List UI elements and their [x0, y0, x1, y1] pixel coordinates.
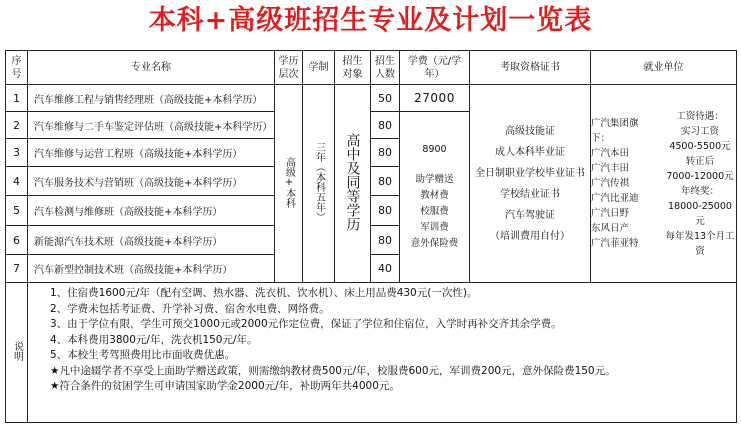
header-enroll: 招生人数 [371, 51, 400, 85]
enroll-count: 40 [371, 255, 400, 283]
note-line: ★凡中途辍学者不享受上面助学赠送政策，则需缴纳教材费500元/年，校服费600元，军训费200元，意外保险费150元。 [50, 364, 616, 377]
employer-cell [591, 85, 737, 283]
major-name: 汽车维修与运营工程班（高级技能+本科学历） [28, 139, 275, 167]
enroll-count: 80 [371, 167, 400, 196]
cert-item: 全日制职业学校毕业证书 [475, 167, 585, 179]
cert-item: 成人本科毕业证 [495, 146, 565, 158]
fee-other: 8900 [422, 144, 447, 155]
enroll-count: 80 [371, 226, 400, 255]
header-degree: 学历层次 [275, 51, 303, 85]
salary-info: 工资待遇： 实习工资 4500-5500元 转正后 7000-12000元 年终奖： 18000-25000元 每年发13个月工资 [665, 110, 735, 257]
note-line: 4、本科费用3800元/年，洗衣机150元/年。 [50, 333, 258, 346]
fee-other-cell: 8900 助学赠送 教材费 校服费 军训费 意外保险费 [400, 112, 470, 283]
cert-item: 学校结业证书 [500, 188, 560, 200]
header-employer: 就业单位 [591, 51, 737, 85]
row-number: 2 [6, 112, 28, 139]
header-seq: 序号 [6, 51, 28, 85]
row-number: 5 [6, 196, 28, 226]
cert-item: 高级技能证 [505, 125, 555, 137]
row-number: 6 [6, 226, 28, 255]
major-name: 新能源汽车技术班（高级技能+本科学历） [28, 226, 275, 255]
row-number: 4 [6, 167, 28, 196]
header-target: 招生对象 [335, 51, 371, 85]
header-fee: 学费（元/学年） [400, 51, 470, 85]
note-line: 2、学费未包括考证费、升学补习费、宿舍水电费、网络费。 [50, 302, 330, 315]
major-name: 汽车检测与维修班（高级技能+本科学历） [28, 196, 275, 226]
fee-first: 27000 [400, 85, 470, 112]
enroll-count: 80 [371, 139, 400, 167]
employer-list: 广汽集团旗下： 广汽本田 广汽丰田 广汽传祺 广汽比亚迪 广汽日野 东风日产 广汽菲亚特 [591, 118, 639, 249]
note-line: 3、由于学位有限，学生可预交1000元或2000元作定位费，保证了学位和住宿位，入学时再补交齐其余学费。 [50, 318, 562, 330]
enrollment-table [5, 50, 737, 423]
enroll-count: 80 [371, 196, 400, 226]
cert-item: 汽车驾驶证 [505, 209, 555, 221]
header-row [6, 51, 737, 85]
duration-cell: 三年（本科五年） [303, 85, 335, 283]
notes-label: 说明 [6, 283, 28, 423]
notes-cell [28, 283, 737, 423]
enroll-count: 50 [371, 85, 400, 112]
major-name: 汽车服务技术与营销班（高级技能+本科学历） [28, 167, 275, 196]
page-title: 本科+高级班招生专业及计划一览表 [148, 5, 593, 36]
table-row [6, 85, 737, 112]
note-line: 5、本校生考驾照费用比市面收费优惠。 [50, 349, 236, 361]
header-duration: 学制 [303, 51, 335, 85]
notes-row [6, 283, 737, 423]
enroll-count: 80 [371, 112, 400, 139]
row-number: 7 [6, 255, 28, 283]
cert-item: （培训费用自付） [490, 230, 570, 242]
note-line: 1、住宿费1600元/年（配有空调、热水器、洗衣机、饮水机）、床上用品费430元(一次性)。 [50, 287, 478, 299]
degree-cell: 高级+本科 [275, 85, 303, 283]
certs-cell [470, 85, 591, 283]
note-line: ★符合条件的贫困学生可申请国家助学金2000元/年，补助两年共4000元。 [50, 380, 400, 392]
major-name: 汽车维修与二手车鉴定评估班（高级技能+本科学历） [28, 112, 275, 139]
header-certs: 考取资格证书 [470, 51, 591, 85]
row-number: 1 [6, 85, 28, 112]
target-cell: 高中及同等学历 [335, 85, 371, 283]
header-major: 专业名称 [28, 51, 275, 85]
major-name: 汽车新型控制技术班（高级技能+本科学历） [28, 255, 275, 283]
major-name: 汽车维修工程与销售经理班（高级技能+本科学历） [28, 85, 275, 112]
row-number: 3 [6, 139, 28, 167]
